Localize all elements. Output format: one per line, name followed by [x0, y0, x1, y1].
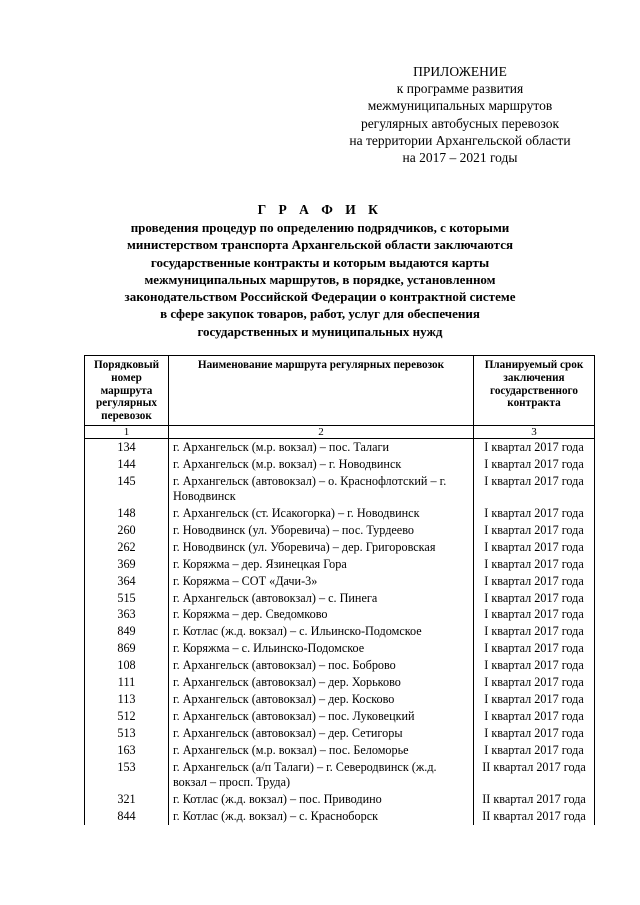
- route-name-cell: г. Архангельск (автовокзал) – пос. Боброво: [169, 657, 474, 674]
- contract-term-cell: I квартал 2017 года: [474, 555, 595, 572]
- column-number: 1: [85, 425, 169, 438]
- route-number-cell: 369: [85, 555, 169, 572]
- contract-term-cell: I квартал 2017 года: [474, 742, 595, 759]
- route-name-cell: г. Архангельск (автовокзал) – о. Краснофлотский – г. Новодвинск: [169, 473, 474, 505]
- contract-term-cell: II квартал 2017 года: [474, 791, 595, 808]
- appendix-line: к программе развития: [396, 81, 524, 97]
- route-number-cell: 153: [85, 759, 169, 791]
- route-name-cell: г. Архангельск (автовокзал) – дер. Сетигоры: [169, 725, 474, 742]
- route-number-cell: 113: [85, 691, 169, 708]
- header-route-name: Наименование маршрута регулярных перевозок: [169, 356, 474, 426]
- route-number-cell: 262: [85, 538, 169, 555]
- title-line: межмуниципальных маршрутов, в порядке, установленном: [144, 271, 496, 287]
- route-number-cell: 260: [85, 521, 169, 538]
- route-name-cell: г. Коряжма – СОТ «Дачи-3»: [169, 572, 474, 589]
- title-line: проведения процедур по определению подрядчиков, с которыми: [130, 220, 510, 235]
- table-row: [85, 606, 595, 623]
- contract-term-cell: I квартал 2017 года: [474, 438, 595, 455]
- contract-term-cell: I квартал 2017 года: [474, 473, 595, 505]
- table-row: [85, 538, 595, 555]
- route-number-cell: 134: [85, 438, 169, 455]
- table-body: [85, 438, 595, 824]
- route-name-cell: г. Котлас (ж.д. вокзал) – с. Ильинско-Подомское: [169, 623, 474, 640]
- column-number-row: [85, 425, 595, 438]
- route-number-cell: 515: [85, 589, 169, 606]
- contract-term-cell: I квартал 2017 года: [474, 504, 595, 521]
- appendix-line: на территории Архангельской области: [349, 132, 571, 148]
- appendix-block: [330, 63, 590, 166]
- header-contract-term: Планируемый срок заключения государственного контракта: [474, 356, 595, 426]
- route-number-cell: 513: [85, 725, 169, 742]
- table-row: [85, 640, 595, 657]
- table-row: [85, 759, 595, 791]
- title-line: законодательством Российской Федерации о контрактной системе: [124, 289, 516, 305]
- column-number: 2: [169, 425, 474, 438]
- route-number-cell: 144: [85, 456, 169, 473]
- route-name-cell: г. Архангельск (а/п Талаги) – г. Северодвинск (ж.д. вокзал – просп. Труда): [169, 759, 474, 791]
- title-line: в сфере закупок товаров, работ, услуг для обеспечения: [160, 306, 480, 322]
- route-number-cell: 108: [85, 657, 169, 674]
- table-row: [85, 808, 595, 825]
- contract-term-cell: I квартал 2017 года: [474, 691, 595, 708]
- appendix-line: регулярных автобусных перевозок: [360, 115, 560, 131]
- route-name-cell: г. Архангельск (м.р. вокзал) – пос. Беломорье: [169, 742, 474, 759]
- contract-term-cell: I квартал 2017 года: [474, 589, 595, 606]
- route-number-cell: 145: [85, 473, 169, 505]
- contract-term-cell: I квартал 2017 года: [474, 640, 595, 657]
- route-number-cell: 849: [85, 623, 169, 640]
- route-name-cell: г. Коряжма – дер. Язинецкая Гора: [169, 555, 474, 572]
- table-row: [85, 691, 595, 708]
- contract-term-cell: I квартал 2017 года: [474, 521, 595, 538]
- route-name-cell: г. Архангельск (автовокзал) – дер. Хорьково: [169, 674, 474, 691]
- route-name-cell: г. Новодвинск (ул. Уборевича) – пос. Турдеево: [169, 521, 474, 538]
- route-number-cell: 512: [85, 708, 169, 725]
- route-name-cell: г. Архангельск (м.р. вокзал) – г. Новодвинск: [169, 456, 474, 473]
- appendix-line: межмуниципальных маршрутов: [367, 98, 553, 114]
- appendix-label: ПРИЛОЖЕНИЕ: [413, 64, 507, 79]
- route-name-cell: г. Архангельск (м.р. вокзал) – пос. Талаги: [169, 438, 474, 455]
- table-row: [85, 473, 595, 505]
- table-row: [85, 589, 595, 606]
- table-row: [85, 438, 595, 455]
- title-heading: Г Р А Ф И К: [257, 202, 383, 217]
- route-name-cell: г. Архангельск (автовокзал) – с. Пинега: [169, 589, 474, 606]
- contract-term-cell: II квартал 2017 года: [474, 808, 595, 825]
- contract-term-cell: I квартал 2017 года: [474, 623, 595, 640]
- table-row: [85, 791, 595, 808]
- route-name-cell: г. Архангельск (автовокзал) – пос. Луковецкий: [169, 708, 474, 725]
- table-row: [85, 504, 595, 521]
- contract-term-cell: I квартал 2017 года: [474, 708, 595, 725]
- contract-term-cell: I квартал 2017 года: [474, 725, 595, 742]
- route-name-cell: г. Коряжма – с. Ильинско-Подомское: [169, 640, 474, 657]
- contract-term-cell: I квартал 2017 года: [474, 606, 595, 623]
- table-row: [85, 456, 595, 473]
- route-number-cell: 148: [85, 504, 169, 521]
- route-number-cell: 363: [85, 606, 169, 623]
- table-row: [85, 674, 595, 691]
- table-row: [85, 555, 595, 572]
- route-name-cell: г. Новодвинск (ул. Уборевича) – дер. Григоровская: [169, 538, 474, 555]
- title-line: министерством транспорта Архангельской области заключаются: [127, 237, 513, 253]
- table-row: [85, 725, 595, 742]
- contract-term-cell: I квартал 2017 года: [474, 657, 595, 674]
- route-number-cell: 163: [85, 742, 169, 759]
- route-name-cell: г. Архангельск (автовокзал) – дер. Косково: [169, 691, 474, 708]
- schedule-table: [84, 355, 595, 825]
- column-number: 3: [474, 425, 595, 438]
- route-number-cell: 869: [85, 640, 169, 657]
- table-row: [85, 657, 595, 674]
- route-number-cell: 321: [85, 791, 169, 808]
- route-name-cell: г. Котлас (ж.д. вокзал) – пос. Приводино: [169, 791, 474, 808]
- contract-term-cell: I квартал 2017 года: [474, 572, 595, 589]
- table-row: [85, 521, 595, 538]
- route-number-cell: 364: [85, 572, 169, 589]
- contract-term-cell: I квартал 2017 года: [474, 538, 595, 555]
- contract-term-cell: II квартал 2017 года: [474, 759, 595, 791]
- table-header-row: [85, 356, 595, 426]
- title-line: государственных и муниципальных нужд: [197, 323, 443, 339]
- contract-term-cell: I квартал 2017 года: [474, 456, 595, 473]
- title-line: государственные контракты и которым выдаются карты: [150, 254, 490, 270]
- table-row: [85, 742, 595, 759]
- route-name-cell: г. Котлас (ж.д. вокзал) – с. Красноборск: [169, 808, 474, 825]
- route-name-cell: г. Коряжма – дер. Сведомково: [169, 606, 474, 623]
- appendix-line: на 2017 – 2021 годы: [402, 150, 518, 166]
- contract-term-cell: I квартал 2017 года: [474, 674, 595, 691]
- route-name-cell: г. Архангельск (ст. Исакогорка) – г. Новодвинск: [169, 504, 474, 521]
- route-number-cell: 111: [85, 674, 169, 691]
- document-title: [80, 201, 560, 340]
- table-row: [85, 623, 595, 640]
- route-number-cell: 844: [85, 808, 169, 825]
- header-route-number: Порядковый номер маршрута регулярных перевозок: [85, 356, 169, 426]
- table-row: [85, 572, 595, 589]
- table-row: [85, 708, 595, 725]
